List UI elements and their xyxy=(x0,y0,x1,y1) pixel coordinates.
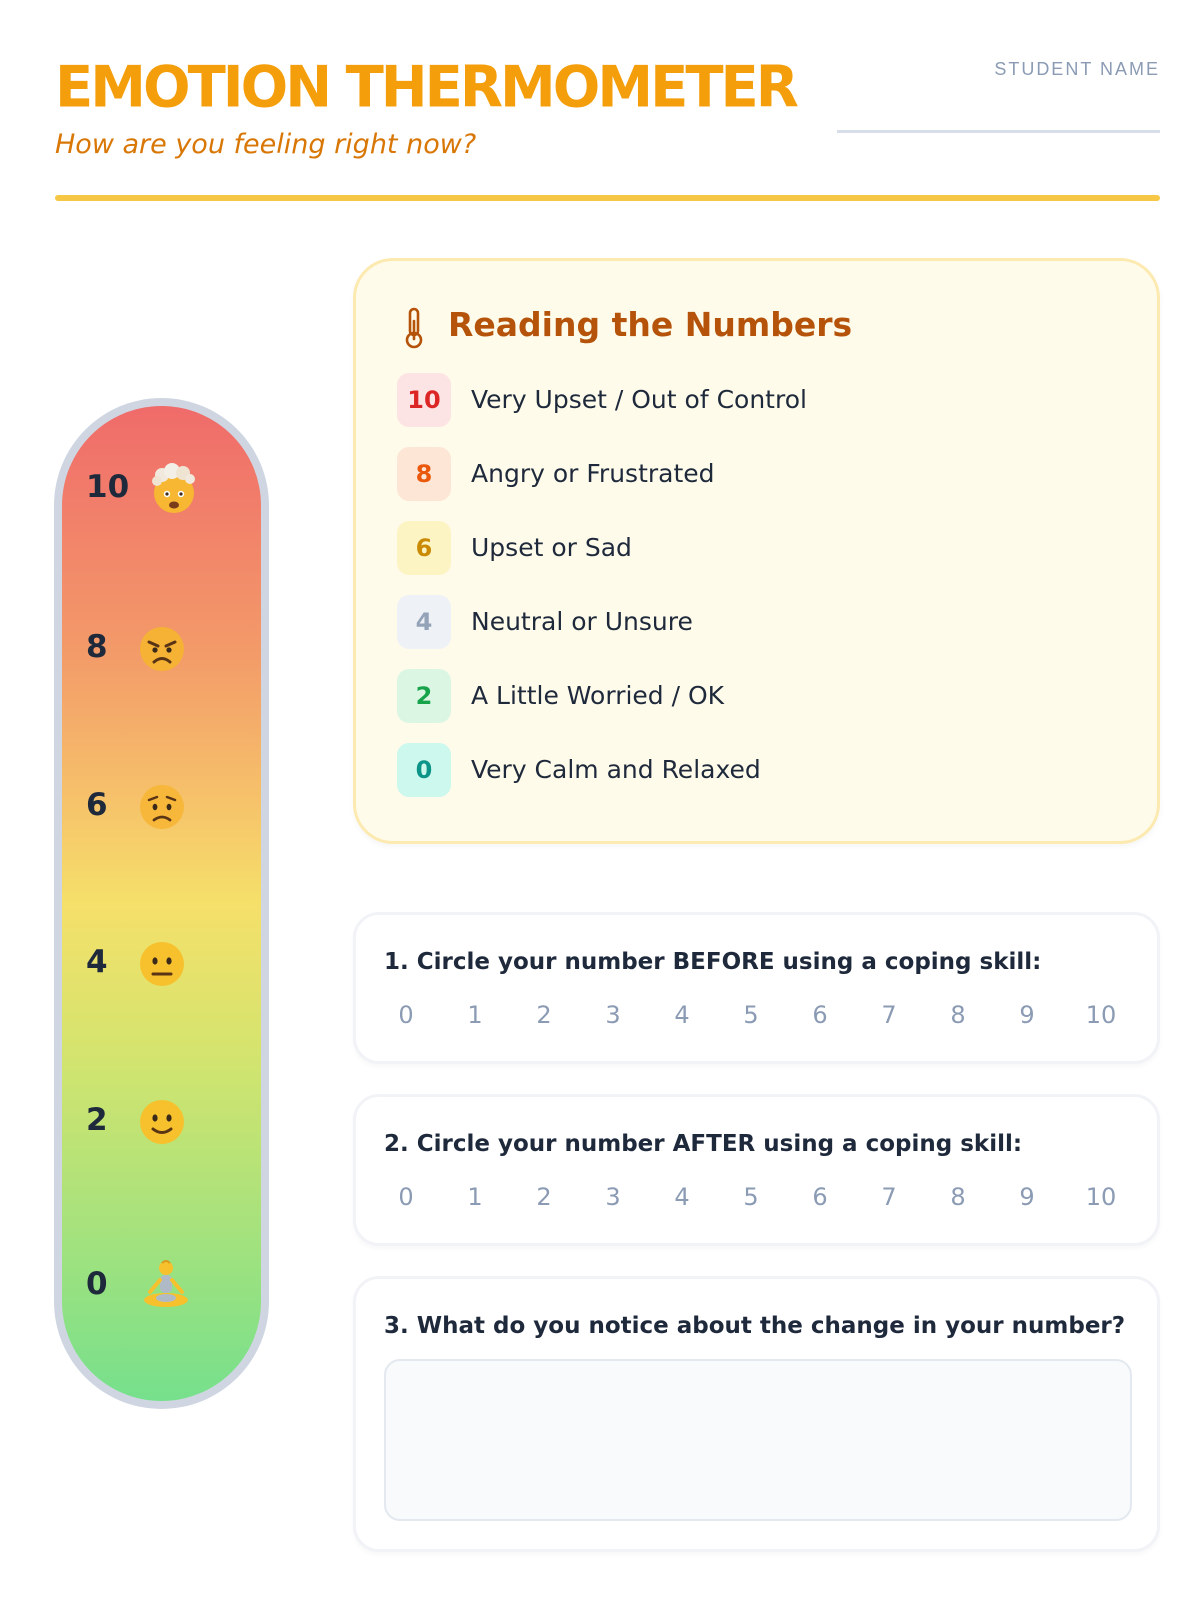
thermometer xyxy=(54,398,269,1409)
reflection-question-text: 3. What do you notice about the change in your number? xyxy=(384,1313,1126,1339)
level-number: 8 xyxy=(86,629,108,665)
after-question-card xyxy=(353,1094,1160,1246)
before-question-text: 1. Circle your number BEFORE using a coping skill: xyxy=(384,949,1042,975)
scale-option[interactable]: 6 xyxy=(812,1183,828,1211)
scale-option[interactable]: 8 xyxy=(950,1001,966,1029)
level-description: A Little Worried / OK xyxy=(471,681,725,710)
thermometer-level-10 xyxy=(62,461,262,525)
level-badge: 0 xyxy=(397,743,451,797)
scale-option[interactable]: 2 xyxy=(536,1001,552,1029)
thermometer-icon xyxy=(402,307,426,349)
neutral-face-icon xyxy=(134,936,190,992)
scale-option[interactable]: 6 xyxy=(812,1001,828,1029)
student-name-line[interactable] xyxy=(837,130,1160,133)
scale-option[interactable]: 8 xyxy=(950,1183,966,1211)
level-number: 2 xyxy=(86,1102,108,1138)
before-number-scale xyxy=(386,1001,1126,1035)
thermometer-level-2 xyxy=(62,1094,262,1158)
thermometer-level-6 xyxy=(62,779,262,843)
scale-option[interactable]: 2 xyxy=(536,1183,552,1211)
after-question-text: 2. Circle your number AFTER using a coping skill: xyxy=(384,1131,1023,1157)
scale-option[interactable]: 7 xyxy=(881,1183,897,1211)
legend-row-0 xyxy=(397,743,1097,797)
level-badge: 8 xyxy=(397,447,451,501)
thermometer-level-8 xyxy=(62,621,262,685)
level-badge: 4 xyxy=(397,595,451,649)
level-number: 10 xyxy=(86,469,130,505)
level-description: Neutral or Unsure xyxy=(471,607,693,636)
level-description: Angry or Frustrated xyxy=(471,459,715,488)
legend-title: Reading the Numbers xyxy=(448,305,853,344)
scale-option[interactable]: 10 xyxy=(1085,1183,1117,1211)
thermometer-level-0 xyxy=(62,1258,262,1322)
reflection-question-card xyxy=(353,1276,1160,1552)
level-description: Upset or Sad xyxy=(471,533,632,562)
scale-option[interactable]: 5 xyxy=(743,1183,759,1211)
scale-option[interactable]: 9 xyxy=(1019,1001,1035,1029)
reflection-answer-field[interactable] xyxy=(384,1359,1132,1521)
level-number: 0 xyxy=(86,1266,108,1302)
page-subtitle: How are you feeling right now? xyxy=(55,129,477,160)
level-badge: 10 xyxy=(397,373,451,427)
after-number-scale xyxy=(386,1183,1126,1217)
level-badge: 2 xyxy=(397,669,451,723)
meditating-person-icon xyxy=(138,1258,194,1314)
legend-row-8 xyxy=(397,447,1097,501)
before-question-card xyxy=(353,912,1160,1064)
scale-option[interactable]: 3 xyxy=(605,1001,621,1029)
scale-option[interactable]: 1 xyxy=(467,1183,483,1211)
scale-option[interactable]: 10 xyxy=(1085,1001,1117,1029)
legend-row-10 xyxy=(397,373,1097,427)
level-description: Very Calm and Relaxed xyxy=(471,755,761,784)
scale-option[interactable]: 3 xyxy=(605,1183,621,1211)
worksheet-header xyxy=(55,55,1160,205)
legend-row-6 xyxy=(397,521,1097,575)
header-divider xyxy=(55,195,1160,201)
reading-the-numbers-card xyxy=(353,258,1160,844)
scale-option[interactable]: 1 xyxy=(467,1001,483,1029)
page-title: EMOTION THERMOMETER xyxy=(55,54,796,121)
scale-option[interactable]: 4 xyxy=(674,1183,690,1211)
level-number: 4 xyxy=(86,944,108,980)
legend-row-4 xyxy=(397,595,1097,649)
level-badge: 6 xyxy=(397,521,451,575)
scale-option[interactable]: 0 xyxy=(398,1001,414,1029)
legend-row-2 xyxy=(397,669,1097,723)
scale-option[interactable]: 4 xyxy=(674,1001,690,1029)
scale-option[interactable]: 0 xyxy=(398,1183,414,1211)
scale-option[interactable]: 7 xyxy=(881,1001,897,1029)
level-description: Very Upset / Out of Control xyxy=(471,385,807,414)
slightly-smiling-face-icon xyxy=(134,1094,190,1150)
level-number: 6 xyxy=(86,787,108,823)
scale-option[interactable]: 5 xyxy=(743,1001,759,1029)
student-name-label: STUDENT NAME xyxy=(994,59,1160,79)
exploding-head-icon xyxy=(146,461,202,517)
worried-face-icon xyxy=(134,779,190,835)
scale-option[interactable]: 9 xyxy=(1019,1183,1035,1211)
angry-face-icon xyxy=(134,621,190,677)
thermometer-level-4 xyxy=(62,936,262,1000)
thermometer-gradient xyxy=(62,406,261,1401)
